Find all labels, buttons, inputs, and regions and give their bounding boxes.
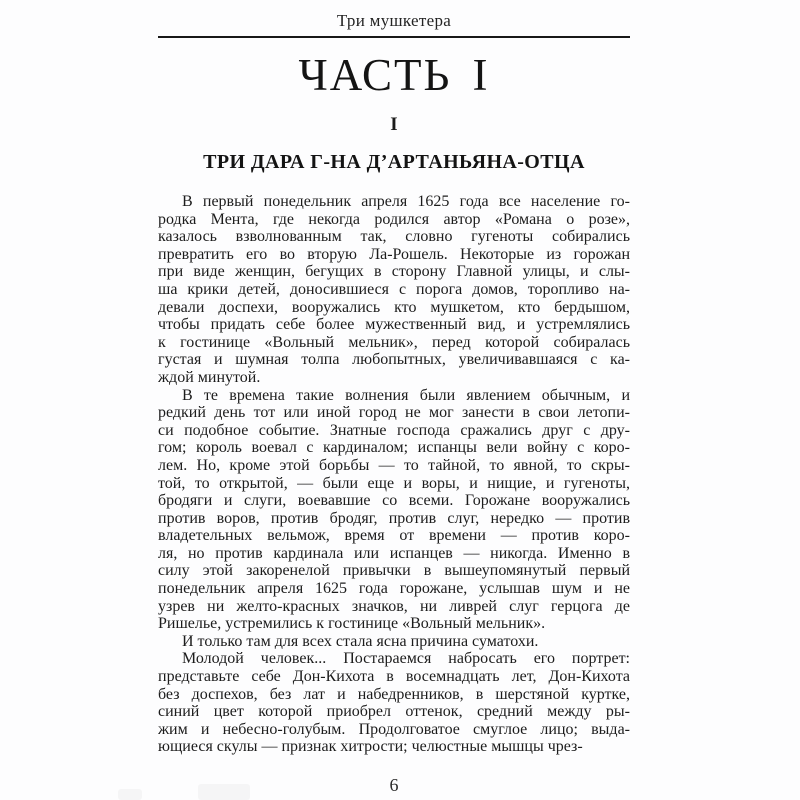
text-line: гом; король воевал с кардиналом; испанцы вели войну с коро- xyxy=(158,439,630,457)
photo-shadow-smudge xyxy=(118,789,142,800)
paragraph xyxy=(158,193,630,387)
text-line: против воров, против бродяг, против слуг, нередко — против xyxy=(158,509,630,527)
text-line: бродяги и слуги, воевавшие со всеми. Горожане вооружались xyxy=(158,492,630,510)
text-line: ля, но против кардинала или испанцев — никогда. Именно в xyxy=(158,544,630,562)
text-line: казалось взволнованным так, словно гугеноты собирались xyxy=(158,228,630,246)
text-line: понедельник апреля 1625 года горожане, услышав шум и не xyxy=(158,580,630,598)
text-line: лем. Но, кроме этой борьбы — то тайной, то явной, то скры- xyxy=(158,456,630,474)
text-line: той, то открытой, — были еще и воры, и нищие, и гугеноты, xyxy=(158,474,630,492)
text-line: В первый понедельник апреля 1625 года все население го- xyxy=(182,193,630,210)
text-line: И только там для всех стала ясна причина суматохи. xyxy=(182,632,539,650)
text-line: ждой минутой. xyxy=(158,368,261,386)
text-line: В те времена такие волнения были явлением обычным, и xyxy=(182,386,630,404)
text-line: ющиеся скулы — признак хитрости; челюстные мышцы чрез- xyxy=(158,738,583,756)
chapter-title: ТРИ ДАРА Г-НА Д’АРТАНЬЯНА-ОТЦА xyxy=(203,151,585,173)
text-line: владетельных вельмож, время от времени — против коро- xyxy=(158,527,630,545)
text-line: без доспехов, без лат и набедренников, в шерстяной куртке, xyxy=(158,685,630,703)
paragraph xyxy=(158,387,630,633)
text-line: чтобы придать себе более мужественный вид, и устремлялись xyxy=(158,316,630,334)
text-line: девали доспехи, вооружались кто мушкетом, кто бердышом, xyxy=(158,298,630,316)
text-line: редкий день тот или иной город не мог занести в свои летопи- xyxy=(158,404,630,422)
text-line: густая и шумная толпа любопытных, увеличивавшаяся с ка- xyxy=(158,351,630,369)
text-line: Молодой человек... Постараемся набросать его портрет: xyxy=(182,650,630,668)
text-line: представьте себе Дон-Кихота в восемнадцать лет, Дон-Кихота xyxy=(158,668,630,686)
page-number: 6 xyxy=(389,775,399,795)
paragraph xyxy=(158,633,630,651)
text-line: к гостинице «Вольный мельник», перед которой собиралась xyxy=(158,333,630,351)
text-line: силу этой закоренелой привычки в вышеупомянутый первый xyxy=(158,562,630,580)
header-rule xyxy=(158,36,630,38)
text-line: родка Мента, где некогда родился автор «Романа о розе», xyxy=(158,210,630,228)
text-line: узрев ни желто-красных значков, ни ливрей слуг герцога де xyxy=(158,597,630,615)
text-line: жим и небесно-голубым. Продолговатое смуглое лицо; выда- xyxy=(158,720,630,738)
running-title: Три мушкетера xyxy=(336,11,452,30)
book-page xyxy=(158,0,630,796)
chapter-number: I xyxy=(390,114,398,135)
text-line: при виде женщин, бегущих в сторону Главной улицы, и слы- xyxy=(158,263,630,281)
text-line: Ришелье, устремились к гостинице «Вольный мельник». xyxy=(158,615,546,633)
text-line: ша крики детей, доносившиеся с порога домов, торопливо на- xyxy=(158,280,630,298)
paragraph xyxy=(158,650,630,756)
text-line: синий цвет которой приобрел оттенок, средний между ры- xyxy=(158,703,630,721)
body-text xyxy=(158,193,630,756)
part-heading: ЧАСТЬ I xyxy=(298,50,490,100)
text-line: си подобное событие. Знатные господа сражались друг с дру- xyxy=(158,421,630,439)
text-line: превратить его во вторую Ла-Рошель. Некоторые из горожан xyxy=(158,245,630,263)
